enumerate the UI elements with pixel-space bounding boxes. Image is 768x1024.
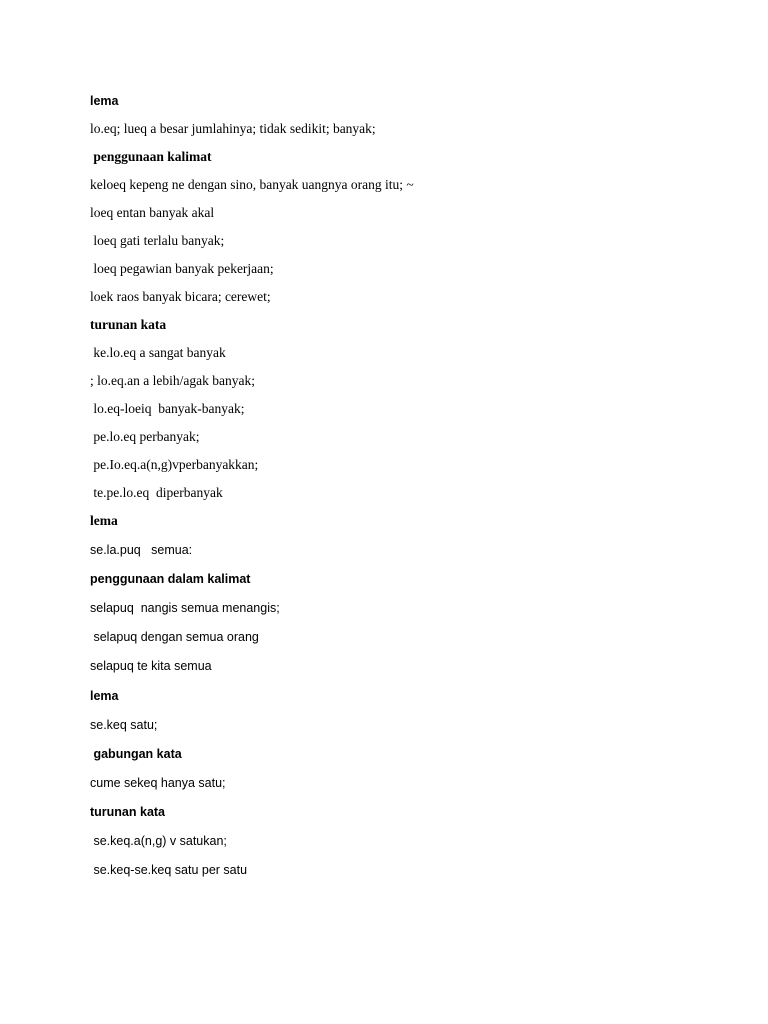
example-line: loek raos banyak bicara; cerewet;	[90, 289, 271, 304]
section-heading-usage: penggunaan dalam kalimat	[90, 572, 251, 586]
example-line: selapuq dengan semua orang	[90, 630, 259, 644]
example-line: keloeq kepeng ne dengan sino, banyak uangnya orang itu; ~	[90, 177, 414, 192]
entry-definition: se.la.puq semua:	[90, 543, 193, 557]
example-line: selapuq te kita semua	[90, 659, 212, 673]
derivative-line: ; lo.eq.an a lebih/agak banyak;	[90, 373, 255, 388]
example-line: loeq pegawian banyak pekerjaan;	[90, 261, 274, 276]
derivative-line: se.keq.a(n,g) v satukan;	[90, 834, 227, 848]
derivative-line: se.keq-se.keq satu per satu	[90, 863, 248, 877]
derivative-line: pe.lo.eq perbanyak;	[90, 429, 200, 444]
compound-line: cume sekeq hanya satu;	[90, 776, 226, 790]
entry-definition: lo.eq; lueq a besar jumlahinya; tidak sedikit; banyak;	[90, 121, 376, 136]
section-heading-usage: penggunaan kalimat	[90, 149, 212, 164]
entry-definition: se.keq satu;	[90, 718, 158, 732]
example-line: selapuq nangis semua menangis;	[90, 601, 280, 615]
example-line: loeq entan banyak akal	[90, 205, 215, 220]
entry-heading-lema: lema	[90, 689, 119, 703]
section-heading-derivatives: turunan kata	[90, 317, 167, 332]
derivative-line: te.pe.lo.eq diperbanyak	[90, 485, 223, 500]
entry-heading-lema: lema	[90, 94, 119, 108]
entry-heading-lema: lema	[90, 513, 118, 528]
example-line: loeq gati terlalu banyak;	[90, 233, 225, 248]
derivative-line: lo.eq-loeiq banyak-banyak;	[90, 401, 245, 416]
derivative-line: ke.lo.eq a sangat banyak	[90, 345, 226, 360]
section-heading-derivatives: turunan kata	[90, 805, 166, 819]
section-heading-compounds: gabungan kata	[90, 747, 182, 761]
derivative-line: pe.Io.eq.a(n,g)vperbanyakkan;	[90, 457, 259, 472]
